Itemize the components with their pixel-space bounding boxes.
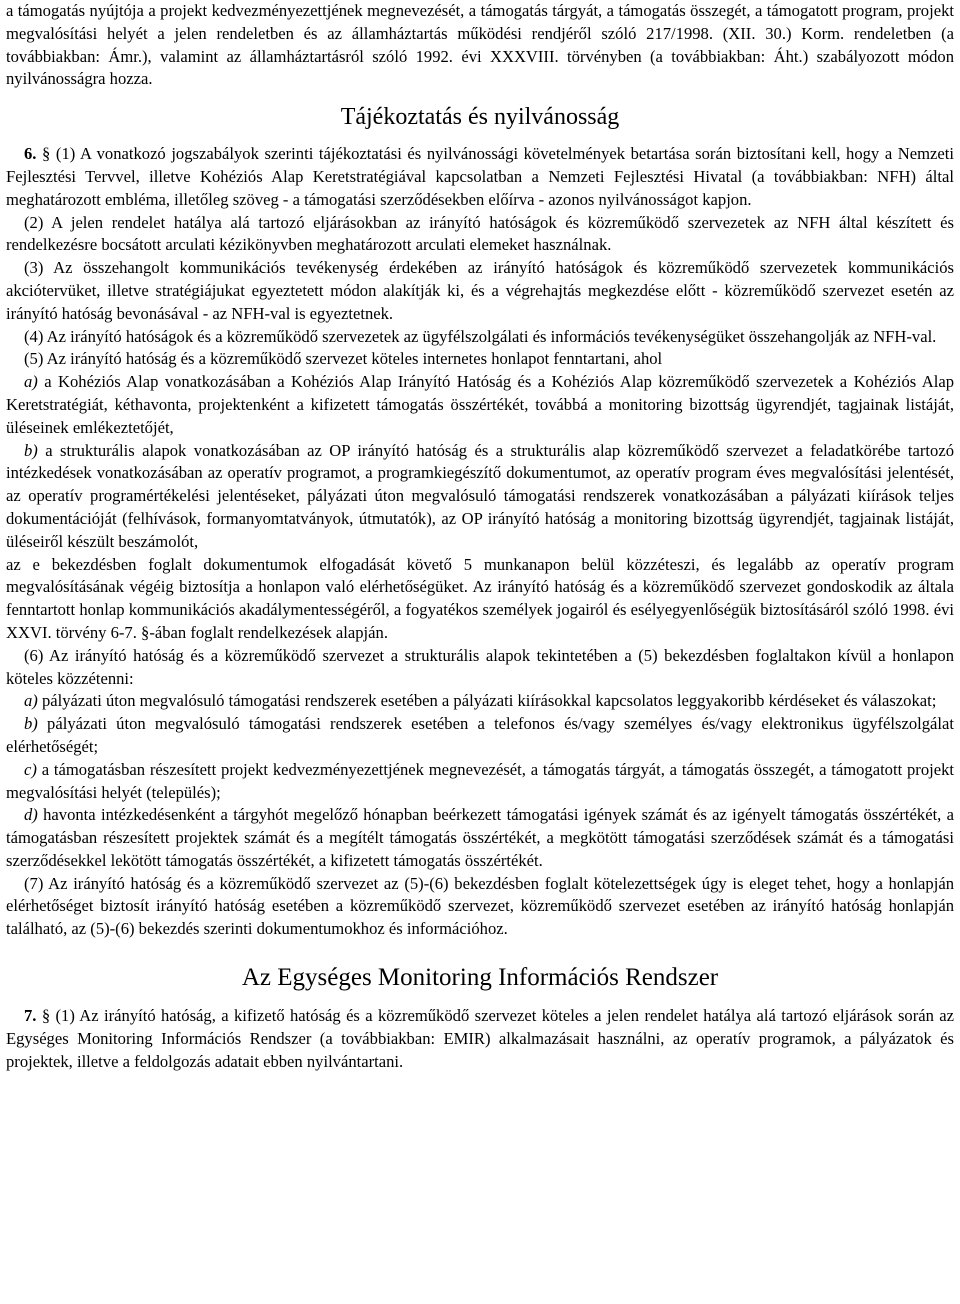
item-text: a strukturális alapok vonatkozásában az OP irányító hatóság és a strukturális alap közreműködő szervezet a feladatkörébe tartozó intézkedések vonatkozásában az operatív programot, a programkiegészítő dokumentumot, az operatív program éves megvalósítási jelentését, az operatív programértékelési jelentéseket, pályázati úton megvalósuló támogatási rendszerek vonatkozásában a pályázati kiírások teljes dokumentációját (felhívások, formanyomtatványok, útmutatók), az OP irányító hatóság a monitoring bizottság ügyrendjét, tagjainak listáját, üléseiről készült beszámolót, [6, 440, 954, 551]
item-label-c: c) [24, 759, 37, 779]
item-text: havonta intézkedésenként a tárgyhót megelőző hónapban beérkezett támogatási igények számát és az igényelt támogatás összértékét, a támogatásban részesített projektek számát és a megítélt támogatás összértékét, a megkötött támogatási szerződések számát és a támogatási szerződésekkel lekötött támogatás összértékét, a kifizetett támogatás összértékét. [6, 805, 954, 870]
paragraph-6-6: (6) Az irányító hatóság és a közreműködő szervezet a strukturális alapok tekintetében a (5) bekezdésben foglaltakon kívül a honlapon köteles közzétenni: [6, 645, 954, 688]
paragraph-6-6-c [6, 759, 954, 805]
item-text: pályázati úton megvalósuló támogatási rendszerek esetében a telefonos és/vagy személyes és/vagy elektronikus ügyfélszolgálat elérhetőségét; [6, 714, 954, 756]
section-number-7: 7. [24, 1006, 37, 1026]
paragraph-6-6-a [6, 690, 954, 713]
item-label-a: a) [24, 372, 38, 392]
paragraph-6-7: (7) Az irányító hatóság és a közreműködő szervezet az (5)-(6) bekezdésben foglalt kötelezettségek úgy is eleget tehet, hogy a honlapján elérhetőséget biztosít irányító hatóság esetében a közreműködő szervezet, közreműködő szervezet esetében az irányító hatóság honlapján található, az (5)-(6) bekezdés szerinti dokumentumokhoz és információhoz. [6, 873, 954, 939]
item-label-b: b) [24, 714, 38, 734]
paragraph-6-6-d [6, 804, 954, 872]
section-title-emir: Az Egységes Monitoring Információs Rendszer [241, 964, 719, 992]
paragraph-6-6-b [6, 713, 954, 759]
section-number-6: 6. [24, 144, 37, 164]
paragraph-7-1 [6, 1005, 954, 1073]
section-title-tajekoztatas: Tájékoztatás és nyilvánosság [340, 104, 620, 131]
paragraph-6-5-closing: az e bekezdésben foglalt dokumentumok elfogadását követő 5 munkanapon belül közzéteszi, és legalább az operatív program megvalósításának végéig biztosítja a honlapon való elérhetőségüket. Az irányító hatóság és a közreműködő szervezet gondoskodik az általa fenntartott honlap kommunikációs akadálymentességéről, a fogyatékos személyek jogairól és esélyegyenlőségük biztosításáról szóló 1998. évi XXVI. törvény 6-7. §-ában foglalt rendelkezések alapján. [6, 554, 954, 642]
item-text: a támogatásban részesített projekt kedvezményezettjének megnevezését, a támogatás tárgyát, a támogatás összegét, a támogatott projekt megvalósítási helyét (település); [6, 759, 954, 802]
paragraph-6-4: (4) Az irányító hatóságok és a közreműködő szervezetek az ügyfélszolgálati és információs tevékenységüket összehangolják az NFH-val. [24, 326, 937, 346]
item-label-a: a) [24, 691, 38, 711]
paragraph-6-5-a [6, 371, 954, 439]
item-label-d: d) [24, 805, 38, 825]
paragraph-6-5: (5) Az irányító hatóság és a közreműködő szervezet köteles internetes honlapot fenntartani, ahol [24, 349, 663, 369]
paragraph-7-1-text: § (1) Az irányító hatóság, a kifizető hatóság és a közreműködő szervezet köteles a jelen rendelet hatálya alá tartozó eljárások során az Egységes Monitoring Információs Rendszer (a továbbiakban: EMIR) alkalmazásait használni, az operatív programok, a pályázatok és projektek, illetve a feldolgozás adatait ebben nyilvántartani. [6, 1006, 954, 1071]
paragraph-6-1 [6, 143, 954, 211]
intro-paragraph: a támogatás nyújtója a projekt kedvezményezettjének megnevezését, a támogatás tárgyát, a támogatás összegét, a támogatott program, projekt megvalósítási helyét a jelen rendeletben és az államháztartás működési rendjéről szóló 217/1998. (XII. 30.) Korm. rendeletben (a továbbiakban: Ámr.), valamint az államháztartásról szóló 1992. évi XXXVIII. törvényben (a továbbiakban: Áht.) szabályozott módon nyilvánosságra hozza. [6, 1, 954, 89]
item-label-b: b) [24, 440, 38, 460]
paragraph-6-3: (3) Az összehangolt kommunikációs tevékenység érdekében az irányító hatóságok és közreműködő szervezetek kommunikációs akciótervüket, illetve stratégiájukat egyeztetett módon alakítják ki, és a végrehajtás megkezdése előtt - közreműködő szervezet esetén az irányító hatóság bevonásával - az NFH-val is egyeztetnek. [6, 258, 954, 323]
item-text: pályázati úton megvalósuló támogatási rendszerek esetében a pályázati kiírásokkal kapcsolatos leggyakoribb kérdéseket és válaszokat; [37, 691, 937, 711]
item-text: a Kohéziós Alap vonatkozásában a Kohéziós Alap Irányító Hatóság és a Kohéziós Alap közreműködő szervezetek a Kohéziós Alap Keretstratégiát, kéthavonta, projektenként a kifizetett támogatás összértékét, továbbá a monitoring bizottság ügyrendjét, tagjainak listáját, üléseinek emlékeztetőjét, [6, 372, 954, 437]
paragraph-6-2: (2) A jelen rendelet hatálya alá tartozó eljárásokban az irányító hatóságok és közreműködő szervezetek az NFH által készített és rendelkezésre bocsátott arculati kézikönyvben meghatározott arculati elemeket használnak. [6, 212, 954, 255]
paragraph-6-5-b [6, 440, 954, 554]
paragraph-6-1-text: § (1) A vonatkozó jogszabályok szerinti tájékoztatási és nyilvánossági követelmények betartása során biztosítani kell, hogy a Nemzeti Fejlesztési Tervvel, illetve Kohéziós Alap Keretstratégiával kapcsolatban a Nemzeti Fejlesztési Hivatal (a továbbiakban: NFH) által meghatározott embléma, illetőleg szöveg - a támogatási szerződésekben előírva - azonos nyilvánosságot kapjon. [6, 144, 954, 209]
